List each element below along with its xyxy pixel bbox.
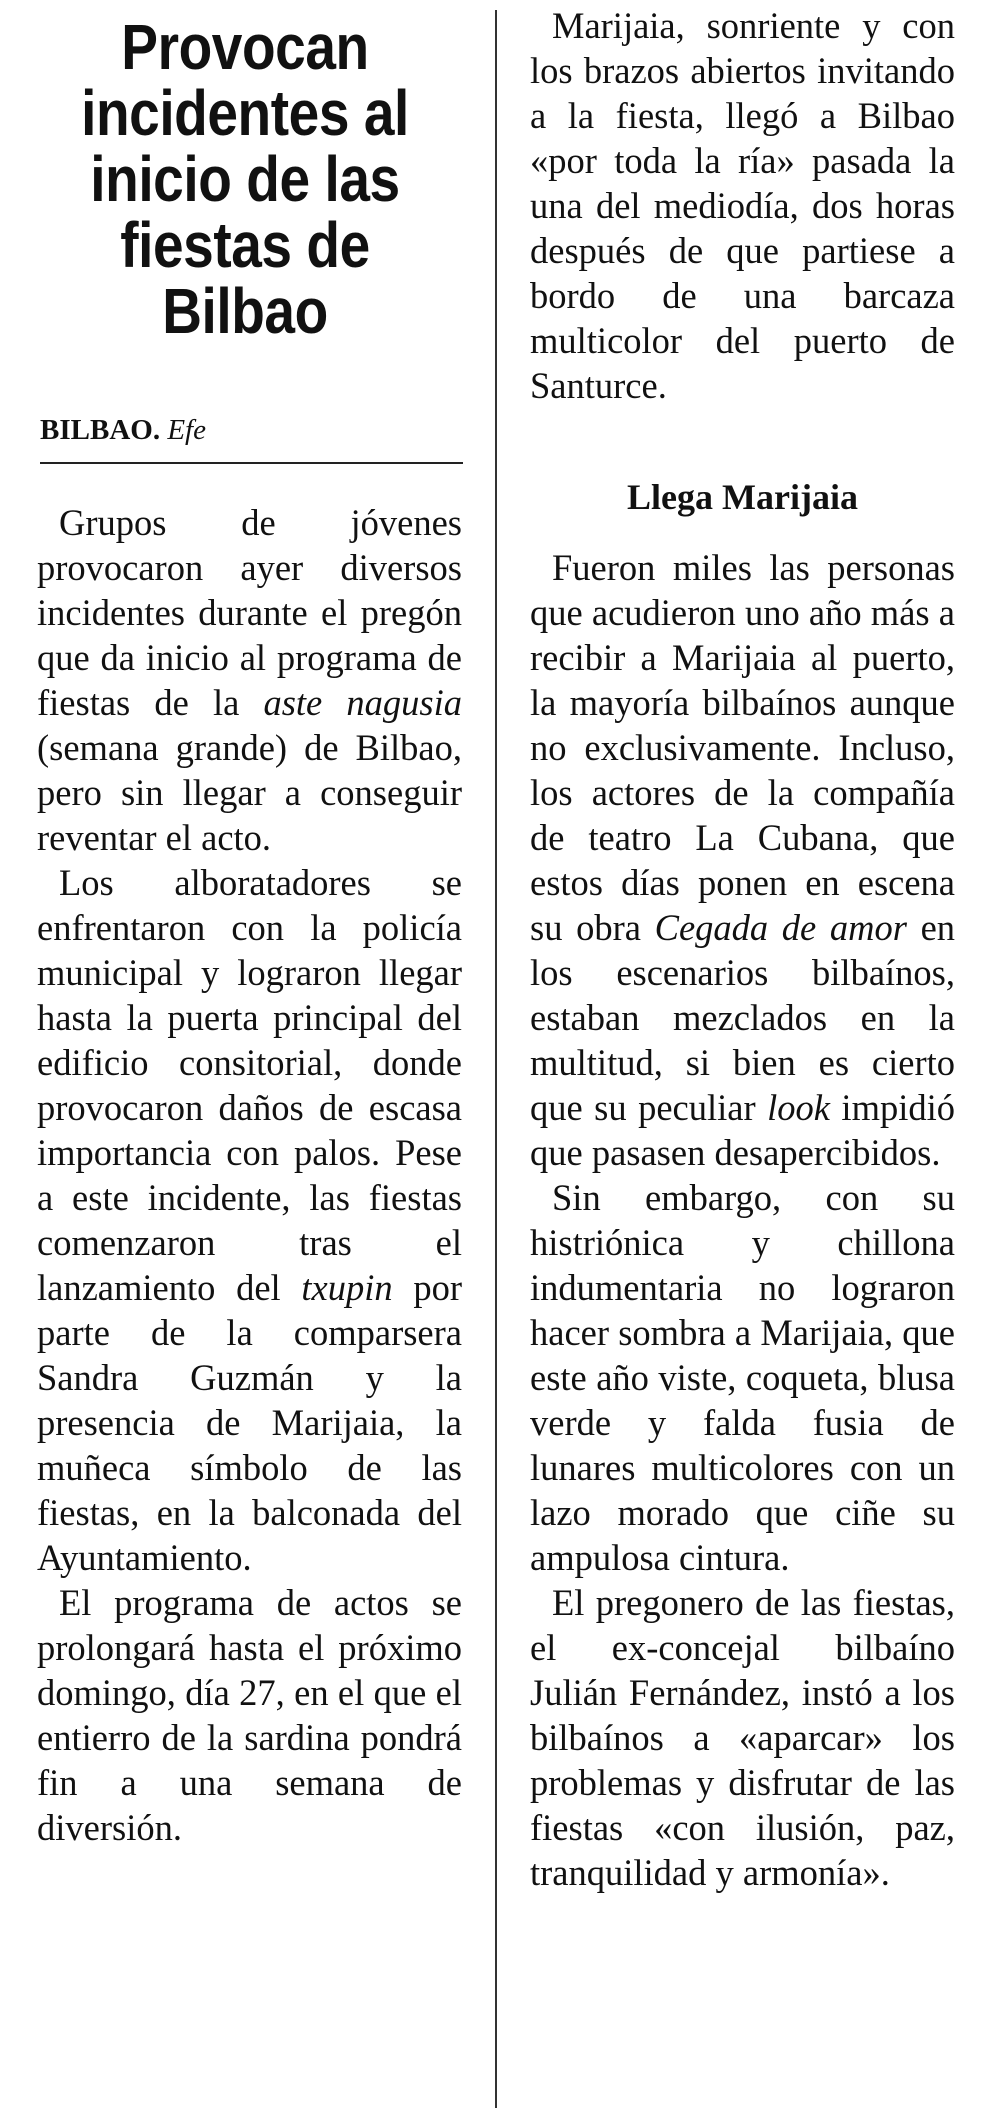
- article-paragraph: [530, 1175, 955, 1580]
- section-subhead: Llega Marijaia: [627, 477, 858, 517]
- column-divider: [495, 10, 497, 2108]
- paragraph-text: Fueron miles las personas que acudieron uno año más a recibir a Marijaia al puerto, la mayoría bilbaínos aunque no exclusivamente. Incluso, los actores de la compañía de teatro La Cubana, que estos días ponen en escena su obra: [530, 547, 955, 948]
- byline-city: BILBAO.: [40, 414, 161, 446]
- paragraph-text: en los escenarios bilbaínos, estaban mezclados en la multitud, si bien es cierto que su peculiar: [530, 907, 956, 1128]
- paragraph-text: El programa de actos se prolongará hasta el próximo domingo, día 27, en el que el entierro de la sardina pondrá fin a una semana de diversión.: [37, 1582, 462, 1848]
- article-paragraph: [37, 500, 462, 860]
- byline-agency: Efe: [167, 414, 206, 446]
- headline-line: fiestas de: [120, 209, 370, 281]
- headline-line: Provocan: [121, 11, 369, 83]
- article-body-right-column-bottom: [530, 545, 955, 1895]
- article-paragraph: [37, 1580, 462, 1850]
- paragraph-text: por parte de la comparsera Sandra Guzmán y la presencia de Marijaia, la muñeca símbolo de las fiestas, en la balconada del Ayuntamiento.: [37, 1267, 462, 1578]
- paragraph-text: Sin embargo, con su histriónica y chillona indumentaria no lograron hacer sombra a Marijaia, que este año viste, coqueta, blusa verde y falda fusia de lunares multicolores con un lazo morado que ciñe su ampulosa cintura.: [530, 1177, 955, 1578]
- byline-divider: [40, 462, 463, 464]
- article-body-right-column-top: [530, 3, 955, 408]
- italic-term: Cegada de amor: [654, 907, 907, 948]
- article-paragraph: [530, 545, 955, 1175]
- headline: [60, 11, 430, 347]
- headline-line: incidentes al: [81, 77, 409, 149]
- paragraph-text: impidió que pasasen desapercibidos.: [530, 1087, 955, 1173]
- headline-line: Bilbao: [162, 275, 328, 347]
- italic-term: aste nagusia: [263, 682, 462, 723]
- paragraph-text: El pregonero de las fiestas, el ex-concejal bilbaíno Julián Fernández, instó a los bilbaínos a «aparcar» los problemas y disfrutar de las fiestas «con ilusión, paz, tranquilidad y armonía».: [530, 1582, 955, 1893]
- italic-term: txupin: [301, 1267, 393, 1308]
- headline-line: inicio de las: [90, 143, 400, 215]
- paragraph-text: Grupos de jóvenes provocaron ayer diversos incidentes durante el pregón que da inicio al programa de fiestas de la: [37, 502, 462, 723]
- paragraph-text: Marijaia, sonriente y con los brazos abiertos invitando a la fiesta, llegó a Bilbao «por toda la ría» pasada la una del mediodía, dos horas después de que partiese a bordo de una barcaza multicolor del puerto de Santurce.: [530, 5, 955, 406]
- article-paragraph: [530, 1580, 955, 1895]
- article-paragraph: [37, 860, 462, 1580]
- article-body-left-column: [37, 500, 462, 1850]
- article-paragraph: [530, 3, 955, 408]
- italic-term: look: [767, 1087, 830, 1128]
- paragraph-text: (semana grande) de Bilbao, pero sin llegar a conseguir reventar el acto.: [37, 727, 462, 858]
- byline: [40, 413, 460, 447]
- paragraph-text: Los alboratadores se enfrentaron con la policía municipal y lograron llegar hasta la puerta principal del edificio consitorial, donde provocaron daños de escasa importancia con palos. Pese a este incidente, las fiestas comenzaron tras el lanzamiento del: [37, 862, 462, 1308]
